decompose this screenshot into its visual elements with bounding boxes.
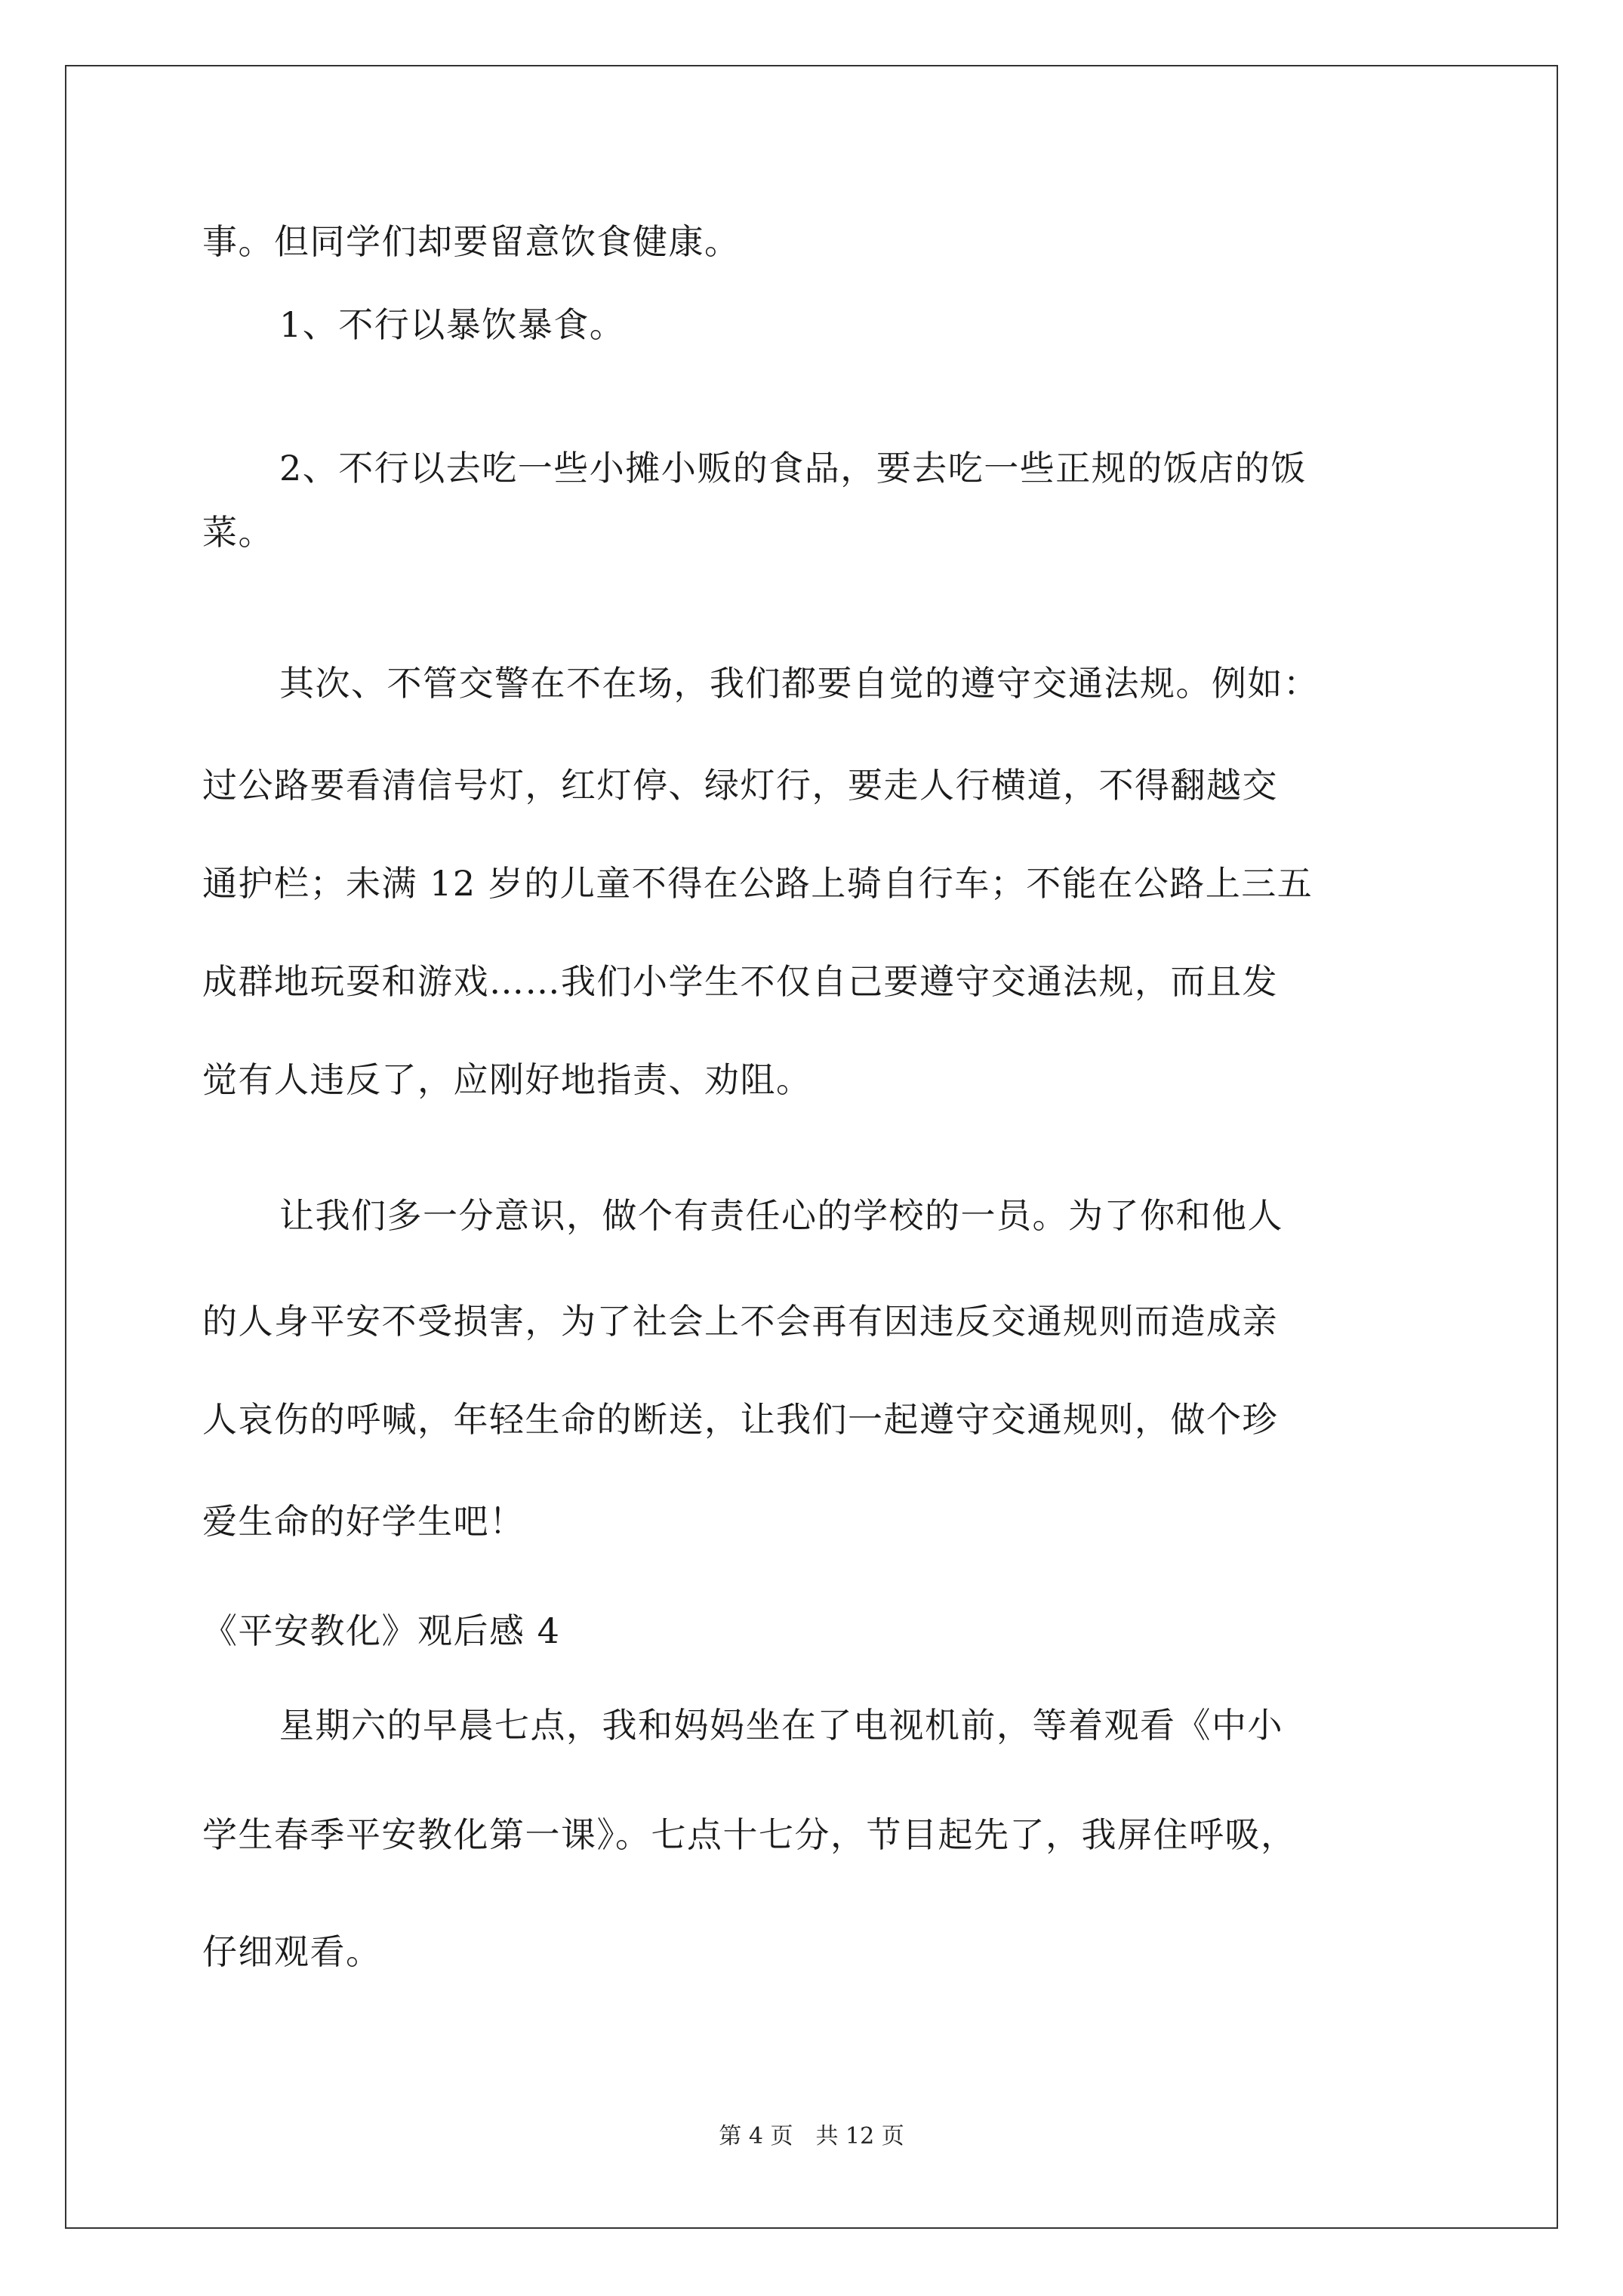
paragraph-start: 让我们多一分意识，做个有责任心的学校的一员。为了你和他人 — [279, 1195, 1283, 1236]
text-line: 学生春季平安教化第一课》。七点十七分，节目起先了，我屏住呼吸， — [202, 1814, 1297, 1855]
page-border — [65, 65, 1558, 2229]
text-line: 菜。 — [202, 512, 274, 553]
list-item-2: 2、不行以去吃一些小摊小贩的食品，要去吃一些正规的饭店的饭 — [279, 448, 1307, 488]
text-line: 觉有人违反了，应刚好地指责、劝阻。 — [202, 1059, 812, 1100]
paragraph-start: 其次、不管交警在不在场，我们都要自觉的遵守交通法规。例如： — [279, 663, 1320, 704]
list-item-1: 1、不行以暴饮暴食。 — [279, 304, 626, 345]
text-line: 过公路要看清信号灯，红灯停、绿灯行，要走人行横道，不得翻越交 — [202, 765, 1278, 806]
text-line: 爱生命的好学生吧！ — [202, 1501, 525, 1542]
section-heading: 《平安教化》观后感 4 — [202, 1610, 561, 1651]
page-number-footer: 第 4 页 共 12 页 — [719, 2123, 904, 2150]
text-line: 人哀伤的呼喊，年轻生命的断送，让我们一起遵守交通规则，做个珍 — [202, 1399, 1278, 1440]
text-line: 事。但同学们却要留意饮食健康。 — [202, 221, 741, 262]
paragraph-start: 星期六的早晨七点，我和妈妈坐在了电视机前，等着观看《中小 — [279, 1705, 1283, 1746]
text-line: 的人身平安不受损害，为了社会上不会再有因违反交通规则而造成亲 — [202, 1301, 1278, 1342]
text-line: 成群地玩耍和游戏……我们小学生不仅自己要遵守交通法规，而且发 — [202, 961, 1278, 1002]
text-line: 仔细观看。 — [202, 1931, 382, 1972]
text-line: 通护栏；未满 12 岁的儿童不得在公路上骑自行车；不能在公路上三五 — [202, 863, 1313, 904]
